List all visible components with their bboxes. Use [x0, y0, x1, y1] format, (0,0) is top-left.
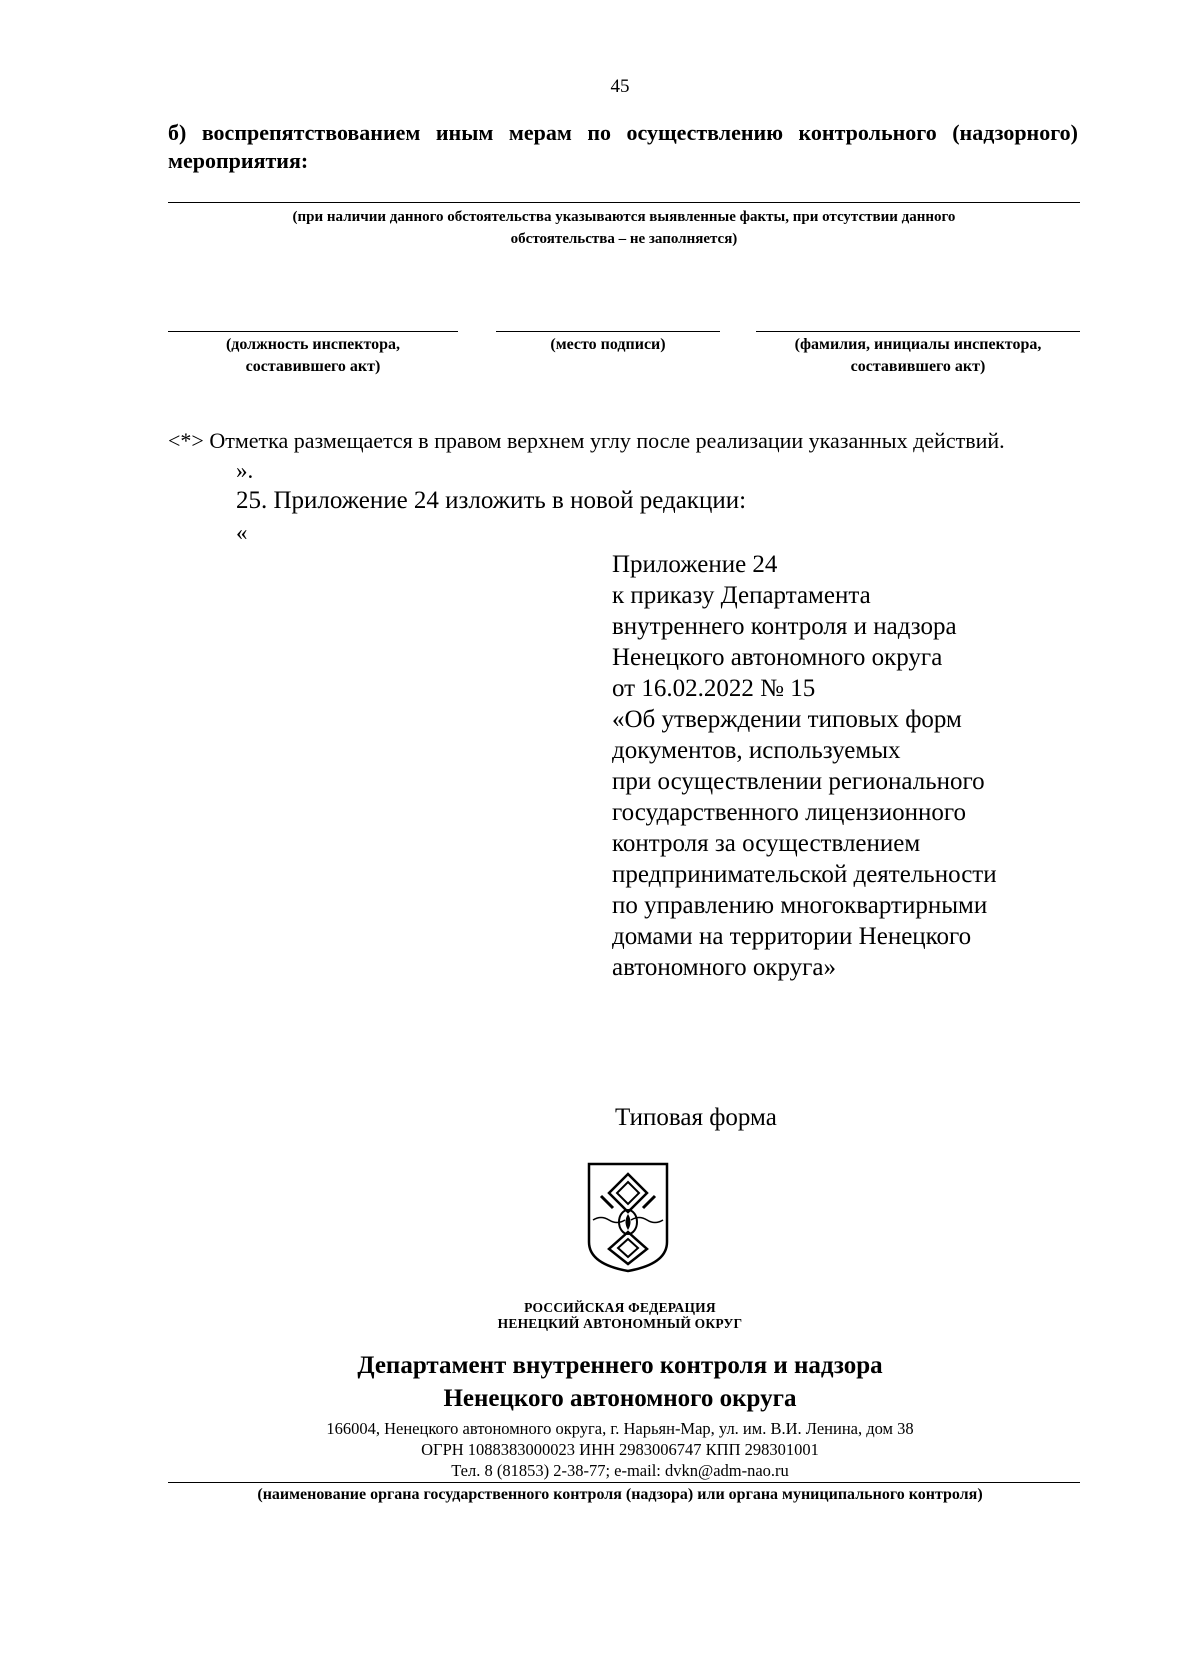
region-name: НЕНЕЦКИЙ АВТОНОМНЫЙ ОКРУГ	[497, 1316, 743, 1331]
fill-field-line	[168, 202, 1080, 203]
appendix-line: по управлению многоквартирными	[612, 892, 988, 919]
appendix-line: к приказу Департамента	[612, 582, 871, 609]
appendix-line: предпринимательской деятельности	[612, 861, 997, 888]
country-name: РОССИЙСКАЯ ФЕДЕРАЦИЯ	[524, 1300, 716, 1315]
appendix-line: Приложение 24	[612, 551, 778, 578]
appendix-line: государственного лицензионного	[612, 799, 967, 826]
appendix-line: «Об утверждении типовых форм	[612, 706, 962, 733]
appendix-line: автономного округа»	[612, 954, 837, 981]
caption-position-line1: (должность инспектора,	[225, 336, 401, 353]
appendix-line: домами на территории Ненецкого	[612, 923, 972, 950]
caption-name-line1: (фамилия, инициалы инспектора,	[794, 336, 1042, 353]
department-name-line2: Ненецкого автономного округа	[443, 1385, 797, 1412]
appendix-line: внутреннего контроля и надзора	[612, 613, 957, 640]
caption-position-line2: составившего акт)	[245, 358, 381, 375]
appendix-block	[612, 549, 997, 983]
department-ids: ОГРН 1088383000023 ИНН 2983006747 КПП 298301001	[421, 1440, 819, 1459]
item-b-line1: б) воспрепятствованием иным мерам по осуществлению контрольного (надзорного)	[168, 120, 1078, 145]
department-contacts: Тел. 8 (81853) 2-38-77; e-mail: dvkn@adm-nao.ru	[451, 1461, 789, 1480]
organ-name-line	[168, 1482, 1080, 1483]
appendix-line: контроля за осуществлением	[612, 830, 921, 857]
appendix-line: Ненецкого автономного округа	[612, 644, 943, 671]
appendix-line: документов, используемых	[612, 737, 901, 764]
closing-quote: ».	[236, 458, 254, 483]
footnote: <*> Отметка размещается в правом верхнем углу после реализации указанных действий.	[168, 428, 1005, 453]
coat-of-arms-icon	[583, 1160, 673, 1274]
signature-name-caption	[756, 334, 1080, 378]
opening-quote: «	[236, 520, 248, 545]
item-b-line2: мероприятия:	[168, 148, 309, 173]
signature-place-line	[496, 331, 720, 332]
department-address: 166004, Ненецкого автономного округа, г. Нарьян-Мар, ул. им. В.И. Ленина, дом 38	[326, 1419, 914, 1438]
signature-position-line	[168, 331, 458, 332]
amendment-text: 25. Приложение 24 изложить в новой редакции:	[236, 487, 747, 514]
form-type-label: Типовая форма	[615, 1104, 777, 1131]
appendix-line: при осуществлении регионального	[612, 768, 985, 795]
fill-hint-line2: обстоятельства – не заполняется)	[510, 231, 738, 247]
caption-name-line2: составившего акт)	[850, 358, 986, 375]
page-number: 45	[610, 76, 630, 97]
fill-hint-line1: (при наличии данного обстоятельства указываются выявленные факты, при отсутствии данного	[292, 209, 956, 225]
signature-position-caption	[168, 334, 458, 378]
signature-place-caption: (место подписи)	[550, 336, 666, 353]
department-name-line1: Департамент внутреннего контроля и надзора	[357, 1352, 883, 1379]
appendix-line: от 16.02.2022 № 15	[612, 675, 816, 702]
organ-name-caption: (наименование органа государственного контроля (надзора) или органа муниципального контроля)	[257, 1486, 983, 1503]
fill-hint	[168, 206, 1080, 250]
signature-name-line	[756, 331, 1080, 332]
